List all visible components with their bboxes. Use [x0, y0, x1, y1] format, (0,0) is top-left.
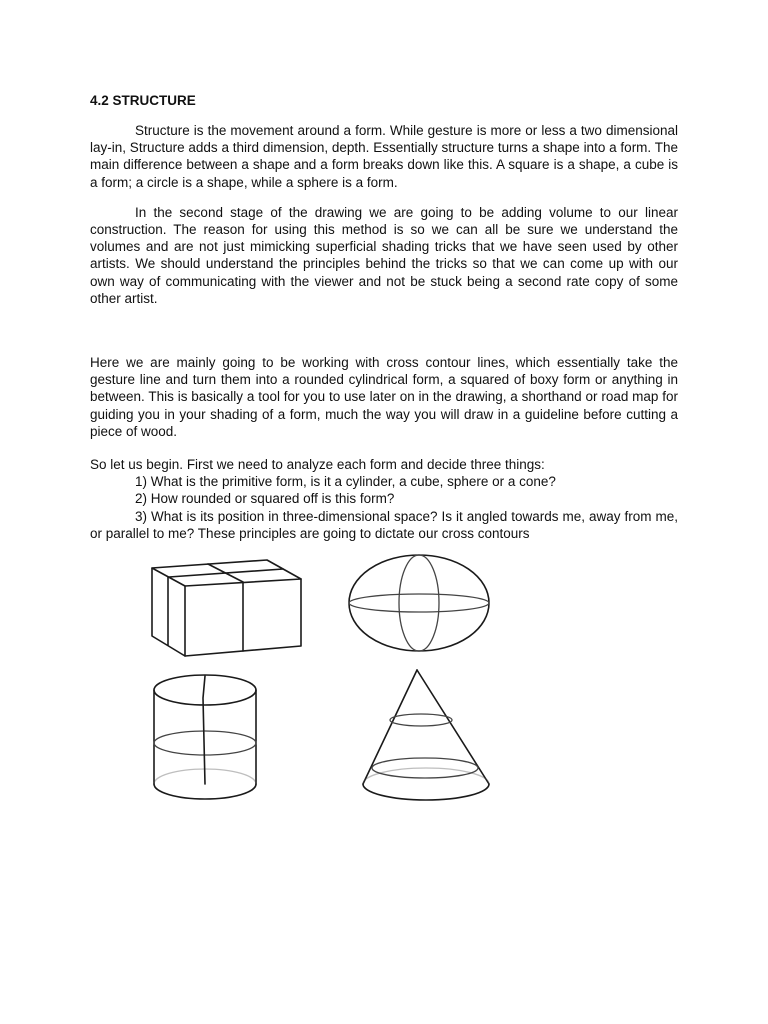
cylinder-drawing [154, 675, 256, 799]
list-item-position: 3) What is its position in three-dimensional space? Is it angled towards me, away from me, or parallel to me? These principles are going to dictate our cross contours [90, 508, 678, 541]
section-heading: 4.2 STRUCTURE [90, 93, 196, 108]
paragraph-cross-contour: Here we are mainly going to be working with cross contour lines, which essentially take the gesture line and turn them into a rounded cylindrical form, a squared of boxy form or anything in between. This is basically a tool for you to use later on in the drawing, a shorthand or road map for guiding you in your shading of a form, much the way you will draw in a guideline before cutting a piece of wood. [90, 355, 678, 439]
document-page [90, 92, 678, 542]
list-item-primitive-form: 1) What is the primitive form, is it a cylinder, a cube, sphere or a cone? [135, 474, 556, 490]
cube-drawing [152, 560, 301, 656]
cone-drawing [363, 670, 489, 800]
list-item-roundness: 2) How rounded or squared off is this form? [135, 491, 395, 507]
sphere-drawing [349, 555, 489, 651]
paragraph-list-intro: So let us begin. First we need to analyze each form and decide three things: [90, 457, 545, 473]
paragraph-second-stage: In the second stage of the drawing we are going to be adding volume to our linear construction. The reason for using this method is so we can all be sure we understand the volumes and are not just mimicking superficial shading tricks that we have seen used by other artists. We should understand the principles behind the tricks so that we can come up with our own way of communicating with the viewer and not be stuck being a second rate copy of some other artist. [90, 204, 678, 306]
primitive-forms-figure [135, 548, 505, 808]
paragraph-structure-definition: Structure is the movement around a form. While gesture is more or less a two dimensional lay-in, Structure adds a third dimension, depth. Essentially structure turns a shape into a form. The main difference between a shape and a form breaks down like this. A square is a shape, a cube is a form; a circle is a shape, while a sphere is a form. [90, 123, 678, 190]
